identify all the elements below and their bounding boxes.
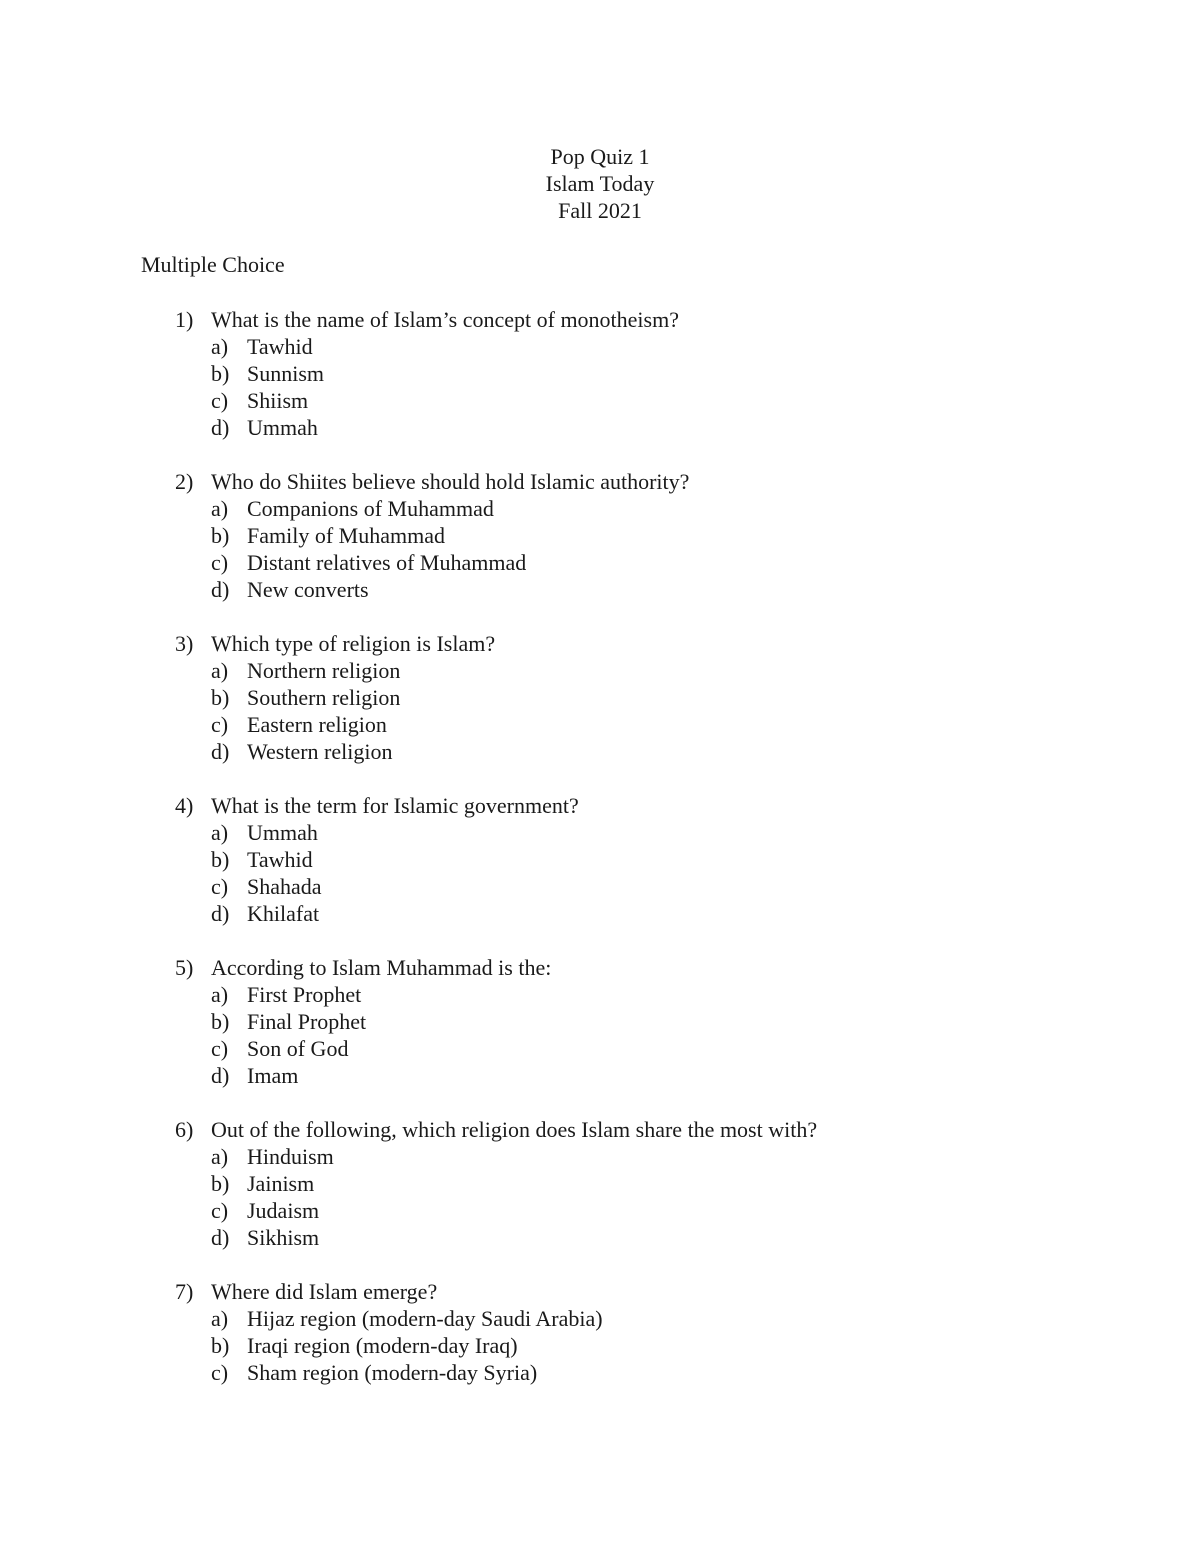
option-text: Distant relatives of Muhammad [247,550,527,575]
question-line [0,954,1200,981]
answer-option [0,387,1200,414]
option-letter: a) [211,982,229,1007]
option-text: First Prophet [247,982,362,1007]
question-line [0,306,1200,333]
course-name: Islam Today [545,171,655,196]
option-letter: b) [211,1171,230,1196]
option-text: Western religion [247,739,393,764]
option-letter: b) [211,1009,230,1034]
option-letter: b) [211,361,230,386]
answer-option [0,873,1200,900]
option-letter: d) [211,739,230,764]
question-line [0,1116,1200,1143]
answer-option [0,522,1200,549]
option-letter: c) [211,550,229,575]
question-number: 7) [175,1279,194,1304]
question-text: Where did Islam emerge? [211,1279,438,1304]
option-letter: c) [211,712,229,737]
answer-option [0,846,1200,873]
question-text: What is the term for Islamic government? [211,793,579,818]
question-number: 4) [175,793,194,818]
answer-option [0,900,1200,927]
question-7 [0,1278,1200,1386]
option-letter: d) [211,577,230,602]
option-letter: c) [211,1360,229,1385]
option-text: Eastern religion [247,712,387,737]
answer-option [0,981,1200,1008]
answer-option [0,1035,1200,1062]
option-text: Shiism [247,388,309,413]
question-6 [0,1116,1200,1251]
answer-option [0,1170,1200,1197]
option-text: Ummah [247,820,318,845]
question-number: 5) [175,955,194,980]
section-title: Multiple Choice [141,252,285,277]
option-text: Imam [247,1063,299,1088]
answer-option [0,684,1200,711]
option-text: Sham region (modern-day Syria) [247,1360,538,1385]
option-letter: c) [211,1036,229,1061]
option-text: Hijaz region (modern-day Saudi Arabia) [247,1306,603,1331]
answer-option [0,1305,1200,1332]
question-text: Out of the following, which religion does Islam share the most with? [211,1117,818,1142]
option-letter: a) [211,1306,229,1331]
option-letter: d) [211,1225,230,1250]
option-text: Tawhid [247,334,313,359]
option-text: Hinduism [247,1144,334,1169]
question-text: Which type of religion is Islam? [211,631,496,656]
question-text: Who do Shiites believe should hold Islamic authority? [211,469,690,494]
option-text: Sikhism [247,1225,320,1250]
answer-option [0,1143,1200,1170]
option-text: Final Prophet [247,1009,367,1034]
question-1 [0,306,1200,441]
question-text: According to Islam Muhammad is the: [211,955,552,980]
question-4 [0,792,1200,927]
option-letter: c) [211,1198,229,1223]
option-text: Northern religion [247,658,401,683]
question-number: 1) [175,307,194,332]
question-number: 2) [175,469,194,494]
option-letter: b) [211,685,230,710]
answer-option [0,1197,1200,1224]
option-text: Tawhid [247,847,313,872]
question-line [0,792,1200,819]
option-text: Jainism [247,1171,315,1196]
option-letter: a) [211,820,229,845]
answer-option [0,495,1200,522]
question-3 [0,630,1200,765]
question-5 [0,954,1200,1089]
option-letter: d) [211,901,230,926]
option-letter: c) [211,874,229,899]
option-text: Companions of Muhammad [247,496,494,521]
answer-option [0,414,1200,441]
answer-option [0,576,1200,603]
answer-option [0,360,1200,387]
quiz-title: Pop Quiz 1 [550,144,650,169]
option-text: Shahada [247,874,322,899]
answer-option [0,1224,1200,1251]
option-text: Family of Muhammad [247,523,445,548]
answer-option [0,819,1200,846]
term-label: Fall 2021 [558,198,642,223]
quiz-header [0,143,1200,224]
answer-option [0,549,1200,576]
question-text: What is the name of Islam’s concept of monotheism? [211,307,679,332]
question-2 [0,468,1200,603]
question-number: 3) [175,631,194,656]
option-text: Son of God [247,1036,349,1061]
option-letter: b) [211,847,230,872]
option-text: Khilafat [247,901,320,926]
answer-option [0,1332,1200,1359]
option-text: Southern religion [247,685,401,710]
option-text: Sunnism [247,361,325,386]
option-letter: b) [211,1333,230,1358]
option-letter: d) [211,1063,230,1088]
option-text: Judaism [247,1198,320,1223]
answer-option [0,711,1200,738]
option-letter: a) [211,1144,229,1169]
question-line [0,1278,1200,1305]
question-line [0,468,1200,495]
option-letter: a) [211,658,229,683]
answer-option [0,333,1200,360]
answer-option [0,1008,1200,1035]
question-list [0,306,1200,1413]
question-number: 6) [175,1117,194,1142]
option-text: New converts [247,577,369,602]
answer-option [0,1062,1200,1089]
option-letter: b) [211,523,230,548]
option-letter: a) [211,334,229,359]
answer-option [0,738,1200,765]
question-line [0,630,1200,657]
answer-option [0,1359,1200,1386]
option-text: Ummah [247,415,318,440]
answer-option [0,657,1200,684]
option-letter: a) [211,496,229,521]
option-letter: d) [211,415,230,440]
option-text: Iraqi region (modern-day Iraq) [247,1333,518,1358]
option-letter: c) [211,388,229,413]
